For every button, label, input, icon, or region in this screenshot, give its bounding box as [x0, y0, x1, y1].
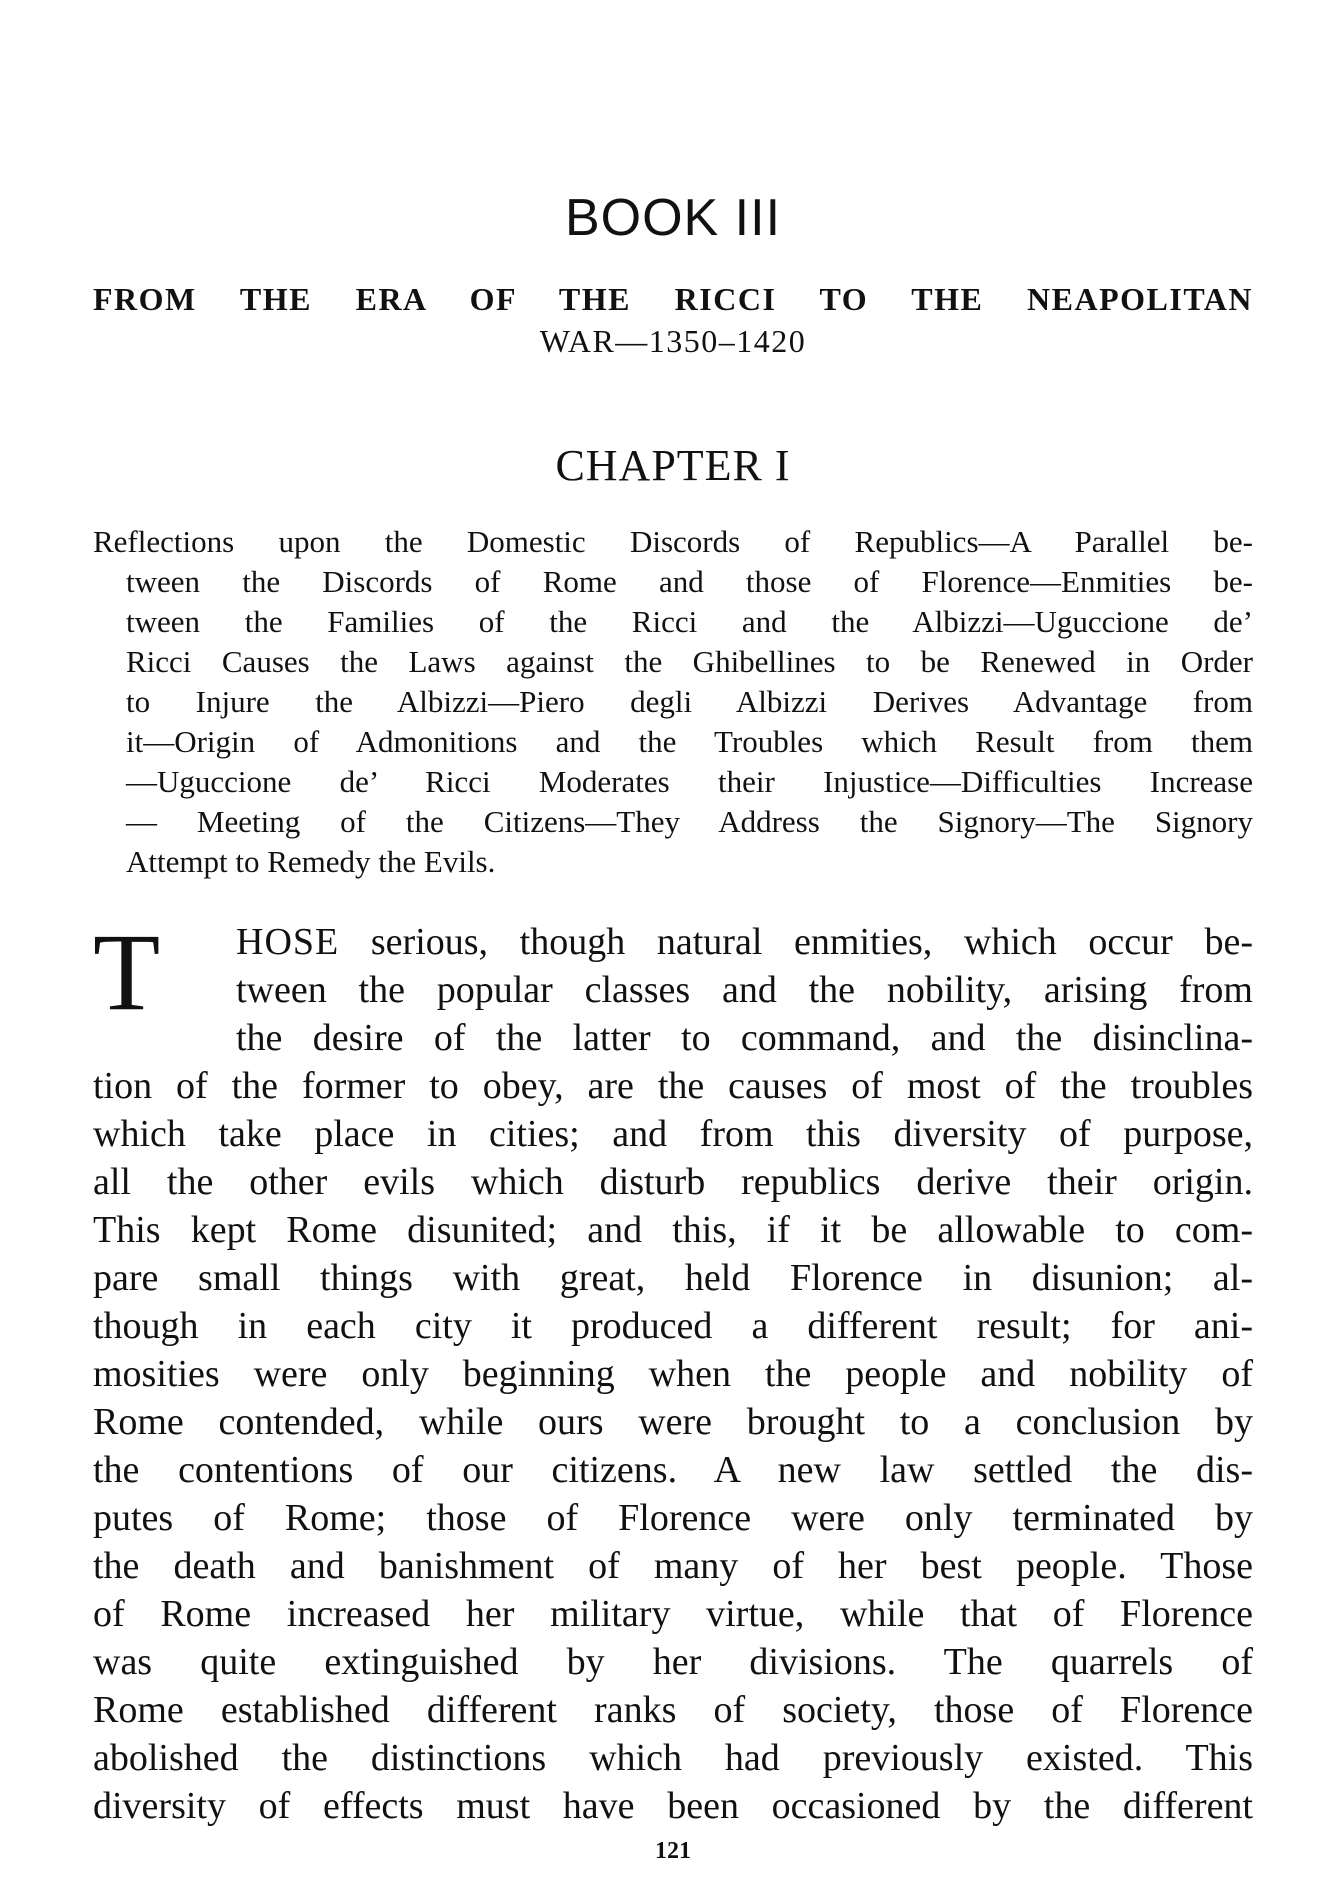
synopsis-line: — Meeting of the Citizens—They Address the Signory—The Signory	[126, 804, 1253, 839]
body-line: mosities were only beginning when the people and nobility of	[93, 1353, 1253, 1395]
body-line-text: serious, though natural enmities, which occur be-	[339, 921, 1253, 963]
body-line: tween the popular classes and the nobility, arising from	[236, 969, 1253, 1011]
body-line: Rome established different ranks of society, those of Florence	[93, 1689, 1253, 1731]
chapter-synopsis	[93, 522, 1253, 882]
body-line: the death and banishment of many of her best people. Those	[93, 1545, 1253, 1587]
synopsis-line: Reflections upon the Domestic Discords of Republics—A Parallel be-	[93, 524, 1253, 559]
body-line: all the other evils which disturb republics derive their origin.	[93, 1161, 1253, 1203]
drop-cap: T	[93, 911, 161, 1033]
body-line: This kept Rome disunited; and this, if it be allowable to com-	[93, 1209, 1253, 1251]
body-line: tion of the former to obey, are the causes of most of the troubles	[93, 1065, 1253, 1107]
book-title: BOOK III	[564, 189, 782, 247]
body-line: putes of Rome; those of Florence were only terminated by	[93, 1497, 1253, 1539]
first-word-small-caps: HOSE	[236, 921, 340, 963]
body-line: Rome contended, while ours were brought to a conclusion by	[93, 1401, 1253, 1443]
page-number: 121	[655, 1838, 691, 1864]
book-subtitle-line-2: WAR—1350–1420	[539, 323, 807, 359]
body-line: though in each city it produced a different result; for ani-	[93, 1305, 1253, 1347]
body-line: diversity of effects must have been occasioned by the different	[93, 1785, 1253, 1827]
synopsis-line: it—Origin of Admonitions and the Troubles which Result from them	[126, 724, 1253, 759]
synopsis-line: Ricci Causes the Laws against the Ghibellines to be Renewed in Order	[126, 644, 1253, 679]
synopsis-line: tween the Families of the Ricci and the Albizzi—Uguccione de’	[126, 604, 1253, 639]
body-line: was quite extinguished by her divisions. The quarrels of	[93, 1641, 1253, 1683]
chapter-title: CHAPTER I	[555, 441, 791, 490]
body-text	[93, 911, 1253, 1830]
body-line: pare small things with great, held Florence in disunion; al-	[93, 1257, 1253, 1299]
body-line: abolished the distinctions which had previously existed. This	[93, 1737, 1253, 1779]
synopsis-line: tween the Discords of Rome and those of Florence—Enmities be-	[126, 564, 1253, 599]
synopsis-line: to Injure the Albizzi—Piero degli Albizzi Derives Advantage from	[126, 684, 1253, 719]
book-subtitle-line-1: FROM THE ERA OF THE RICCI TO THE NEAPOLITAN	[93, 281, 1253, 317]
synopsis-line: Attempt to Remedy the Evils.	[126, 844, 496, 879]
synopsis-line: —Uguccione de’ Ricci Moderates their Injustice—Difficulties Increase	[126, 764, 1253, 799]
body-line: of Rome increased her military virtue, while that of Florence	[93, 1593, 1253, 1635]
body-line: the desire of the latter to command, and the disinclina-	[236, 1017, 1253, 1059]
body-line: which take place in cities; and from this diversity of purpose,	[93, 1113, 1253, 1155]
book-subtitle	[93, 278, 1253, 362]
body-line	[93, 918, 1253, 966]
body-line: the contentions of our citizens. A new law settled the dis-	[93, 1449, 1253, 1491]
